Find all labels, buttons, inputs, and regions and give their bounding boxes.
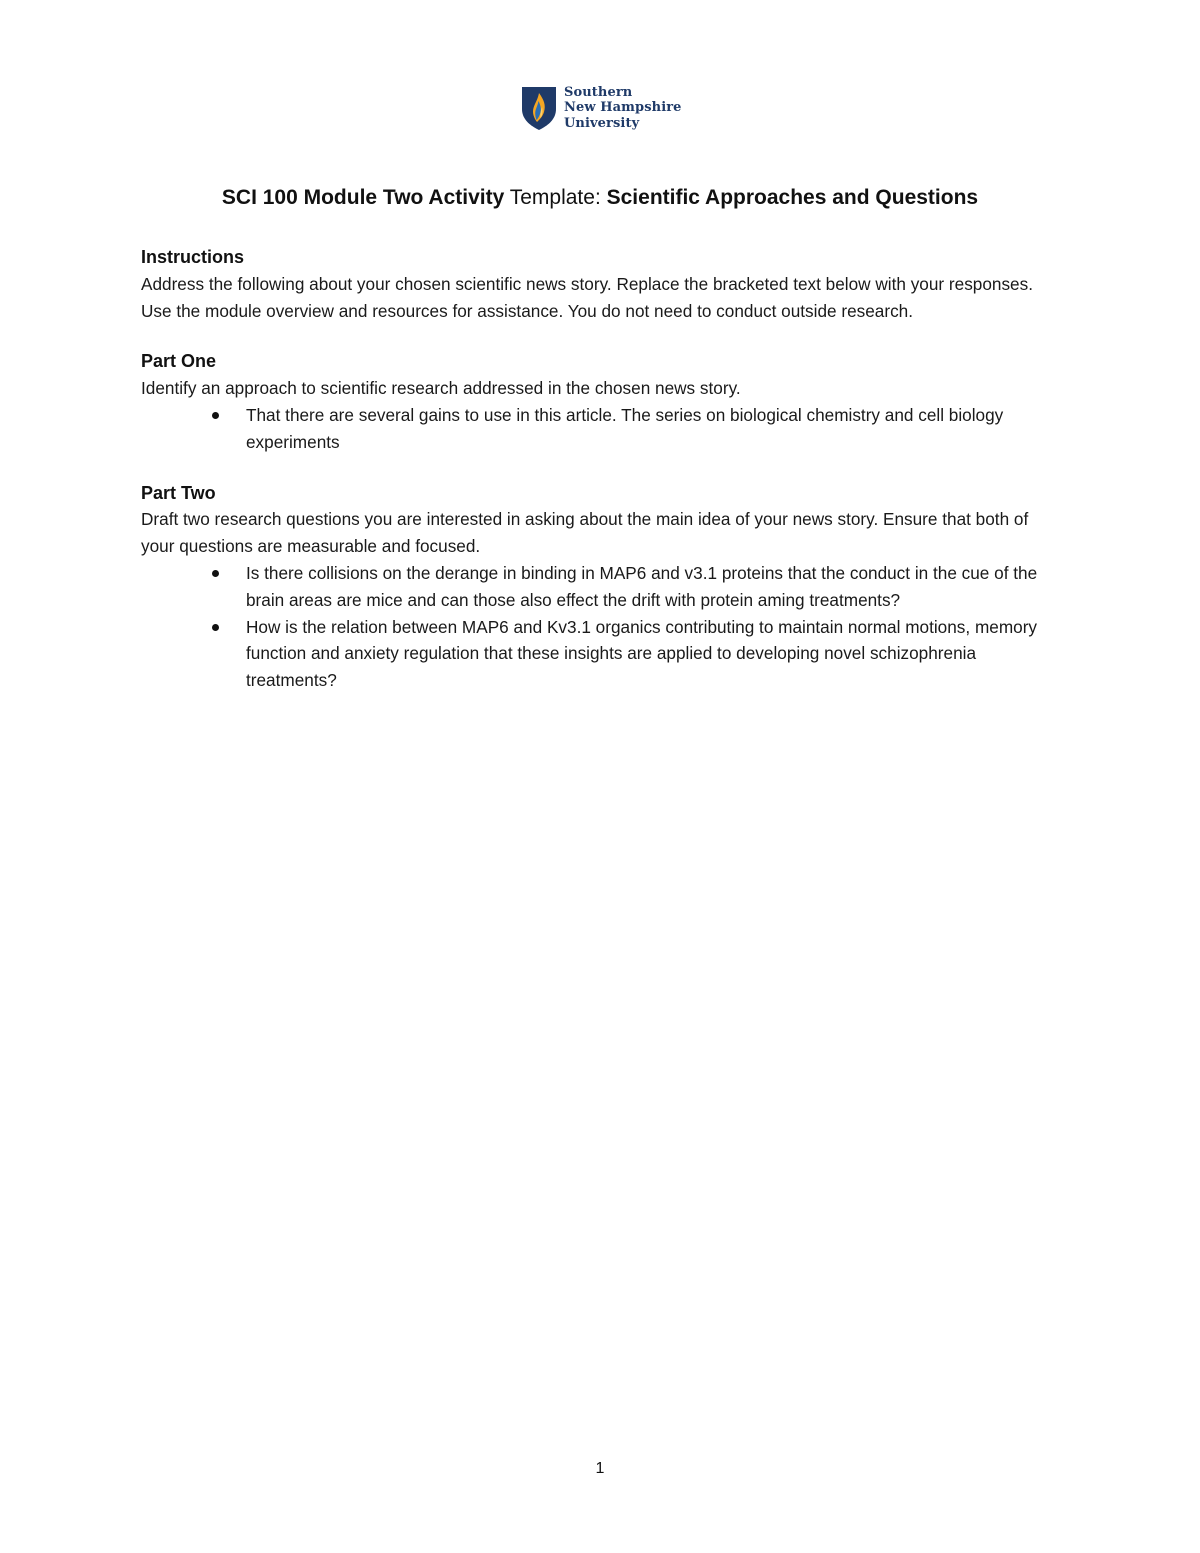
part-one-bullet-list [141,402,1061,456]
list-item: Is there collisions on the derange in binding in MAP6 and v3.1 proteins that the conduct in the cue of the brain areas are mice and can those also effect the drift with protein aming treatments? [246,560,1061,614]
part-one-heading: Part One [141,351,217,372]
logo-line-3: University [564,115,640,131]
page-title [0,186,1200,210]
part-two-prompt: Draft two research questions you are interested in asking about the main idea of your news story. Ensure that both of your questions are measurable and focused. [141,509,1029,557]
title-template: Template: [504,186,607,209]
part-two-heading: Part Two [141,482,216,503]
university-logo [520,84,682,132]
part-one-prompt: Identify an approach to scientific research addressed in the chosen news story. [141,378,741,399]
list-item: How is the relation between MAP6 and Kv3.1 organics contributing to maintain normal motions, memory function and anxiety regulation that these insights are applied to developing novel schizophrenia treatments? [246,614,1061,694]
page-number: 1 [595,1460,605,1477]
logo-line-2: New Hampshire [564,100,682,116]
logo-line-1: Southern [564,84,633,100]
instructions-heading: Instructions [141,247,245,267]
list-item: That there are several gains to use in this article. The series on biological chemistry and cell biology experiments [246,402,1061,456]
title-topic: Scientific Approaches and Questions [606,186,979,209]
shield-flame-icon [520,85,558,131]
document-body [141,244,1061,694]
logo-wordmark [564,85,682,132]
title-course: SCI 100 Module Two Activity [221,186,505,209]
part-two-bullet-list [141,560,1061,694]
instructions-text: Address the following about your chosen scientific news story. Replace the bracketed text below with your responses. Use the module overview and resources for assistance. You do not need to conduct outside research. [141,273,1033,321]
